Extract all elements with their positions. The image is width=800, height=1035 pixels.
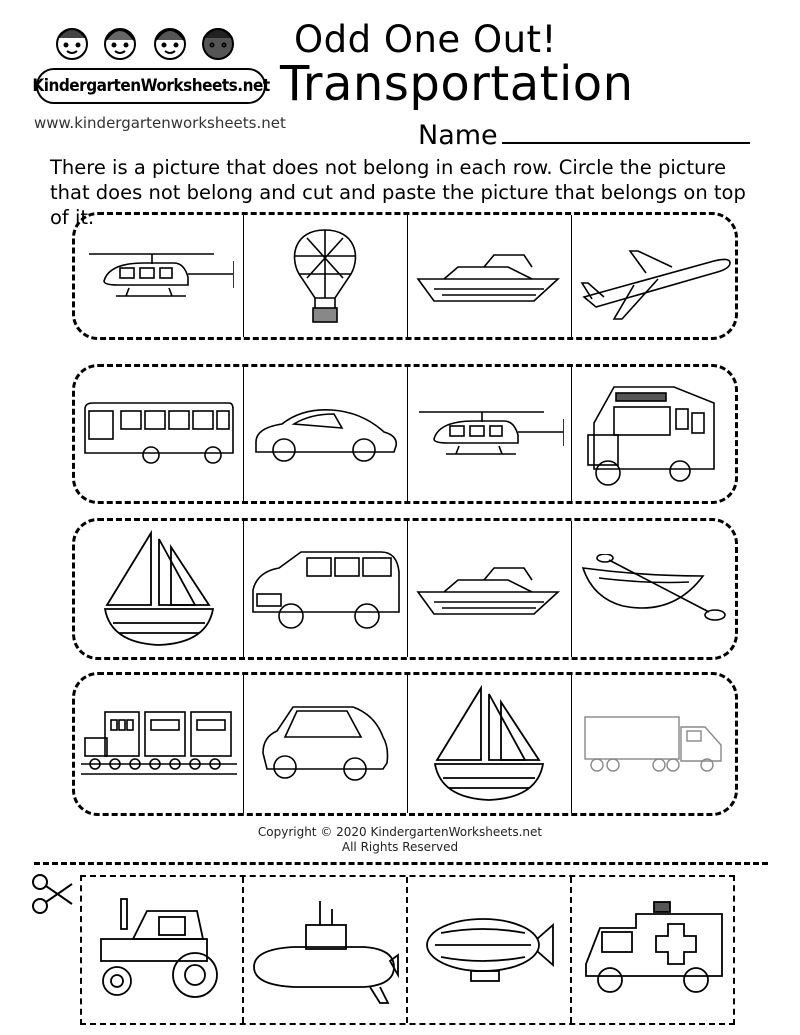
- cut-line: [34, 862, 768, 865]
- logo-wordmark: KindergartenWorksheets.net: [36, 68, 266, 104]
- rights-line: All Rights Reserved: [341, 840, 459, 854]
- row-2-cell-3[interactable]: [407, 367, 571, 501]
- row-4-cell-4[interactable]: [571, 675, 737, 813]
- row-1-cell-2[interactable]: [243, 215, 407, 337]
- row-2-cell-4[interactable]: [571, 367, 737, 501]
- name-label: Name: [418, 120, 498, 151]
- scissors-icon: [30, 872, 74, 916]
- blimp-icon: [421, 905, 557, 995]
- row-3-cell-1[interactable]: [75, 521, 243, 657]
- row-2-cell-1[interactable]: [75, 367, 243, 501]
- car-icon: [255, 699, 395, 789]
- school-bus-icon: [584, 379, 724, 489]
- bus-icon: [81, 399, 237, 469]
- cutout-1[interactable]: [82, 877, 242, 1023]
- name-field: [418, 118, 750, 151]
- boat-icon: [414, 241, 564, 311]
- instructions-text: There is a picture that does not belong in each row. Circle the picture that does not belong and cut and paste the picture that belongs on top of it.: [50, 156, 746, 229]
- row-4-cell-2[interactable]: [243, 675, 407, 813]
- helicopter-icon: [84, 236, 234, 316]
- row-2-cell-2[interactable]: [243, 367, 407, 501]
- picture-row-4: [72, 672, 738, 816]
- ambulance-icon: [578, 900, 728, 1000]
- cutout-3[interactable]: [408, 877, 570, 1023]
- hot-air-balloon-icon: [285, 226, 365, 326]
- train-icon: [81, 704, 237, 784]
- cutout-strip: [80, 875, 735, 1025]
- row-3-cell-3[interactable]: [407, 521, 571, 657]
- site-url: www.kindergartenworksheets.net: [34, 114, 286, 132]
- row-4-cell-1[interactable]: [75, 675, 243, 813]
- truck-icon: [581, 709, 727, 779]
- row-1-cell-4[interactable]: [571, 215, 737, 337]
- copyright-notice: [0, 825, 800, 855]
- row-3-cell-4[interactable]: [571, 521, 737, 657]
- row-1-cell-1[interactable]: [75, 215, 243, 337]
- sailboat-icon: [429, 684, 549, 804]
- cutout-4[interactable]: [572, 877, 734, 1023]
- worksheet-title: Transportation: [280, 56, 634, 112]
- helicopter-icon: [414, 394, 564, 474]
- picture-row-2: [72, 364, 738, 504]
- row-3-cell-2[interactable]: [243, 521, 407, 657]
- site-logo: [32, 18, 272, 118]
- boat-icon: [414, 554, 564, 624]
- car-icon: [250, 402, 400, 466]
- copyright-line: Copyright © 2020 KindergartenWorksheets.net: [257, 825, 543, 839]
- cutout-2[interactable]: [244, 877, 406, 1023]
- row-4-cell-3[interactable]: [407, 675, 571, 813]
- worksheet-subtitle: Odd One Out!: [294, 18, 557, 61]
- airplane-icon: [574, 231, 734, 321]
- submarine-icon: [250, 895, 400, 1005]
- row-1-cell-3[interactable]: [407, 215, 571, 337]
- sailboat-icon: [99, 529, 219, 649]
- canoe-icon: [579, 554, 729, 624]
- picture-row-1: [72, 212, 738, 340]
- van-icon: [247, 546, 403, 632]
- tractor-icon: [97, 895, 227, 1005]
- picture-row-3: [72, 518, 738, 660]
- kids-faces-icon: [32, 18, 272, 66]
- name-blank-line[interactable]: [502, 118, 750, 144]
